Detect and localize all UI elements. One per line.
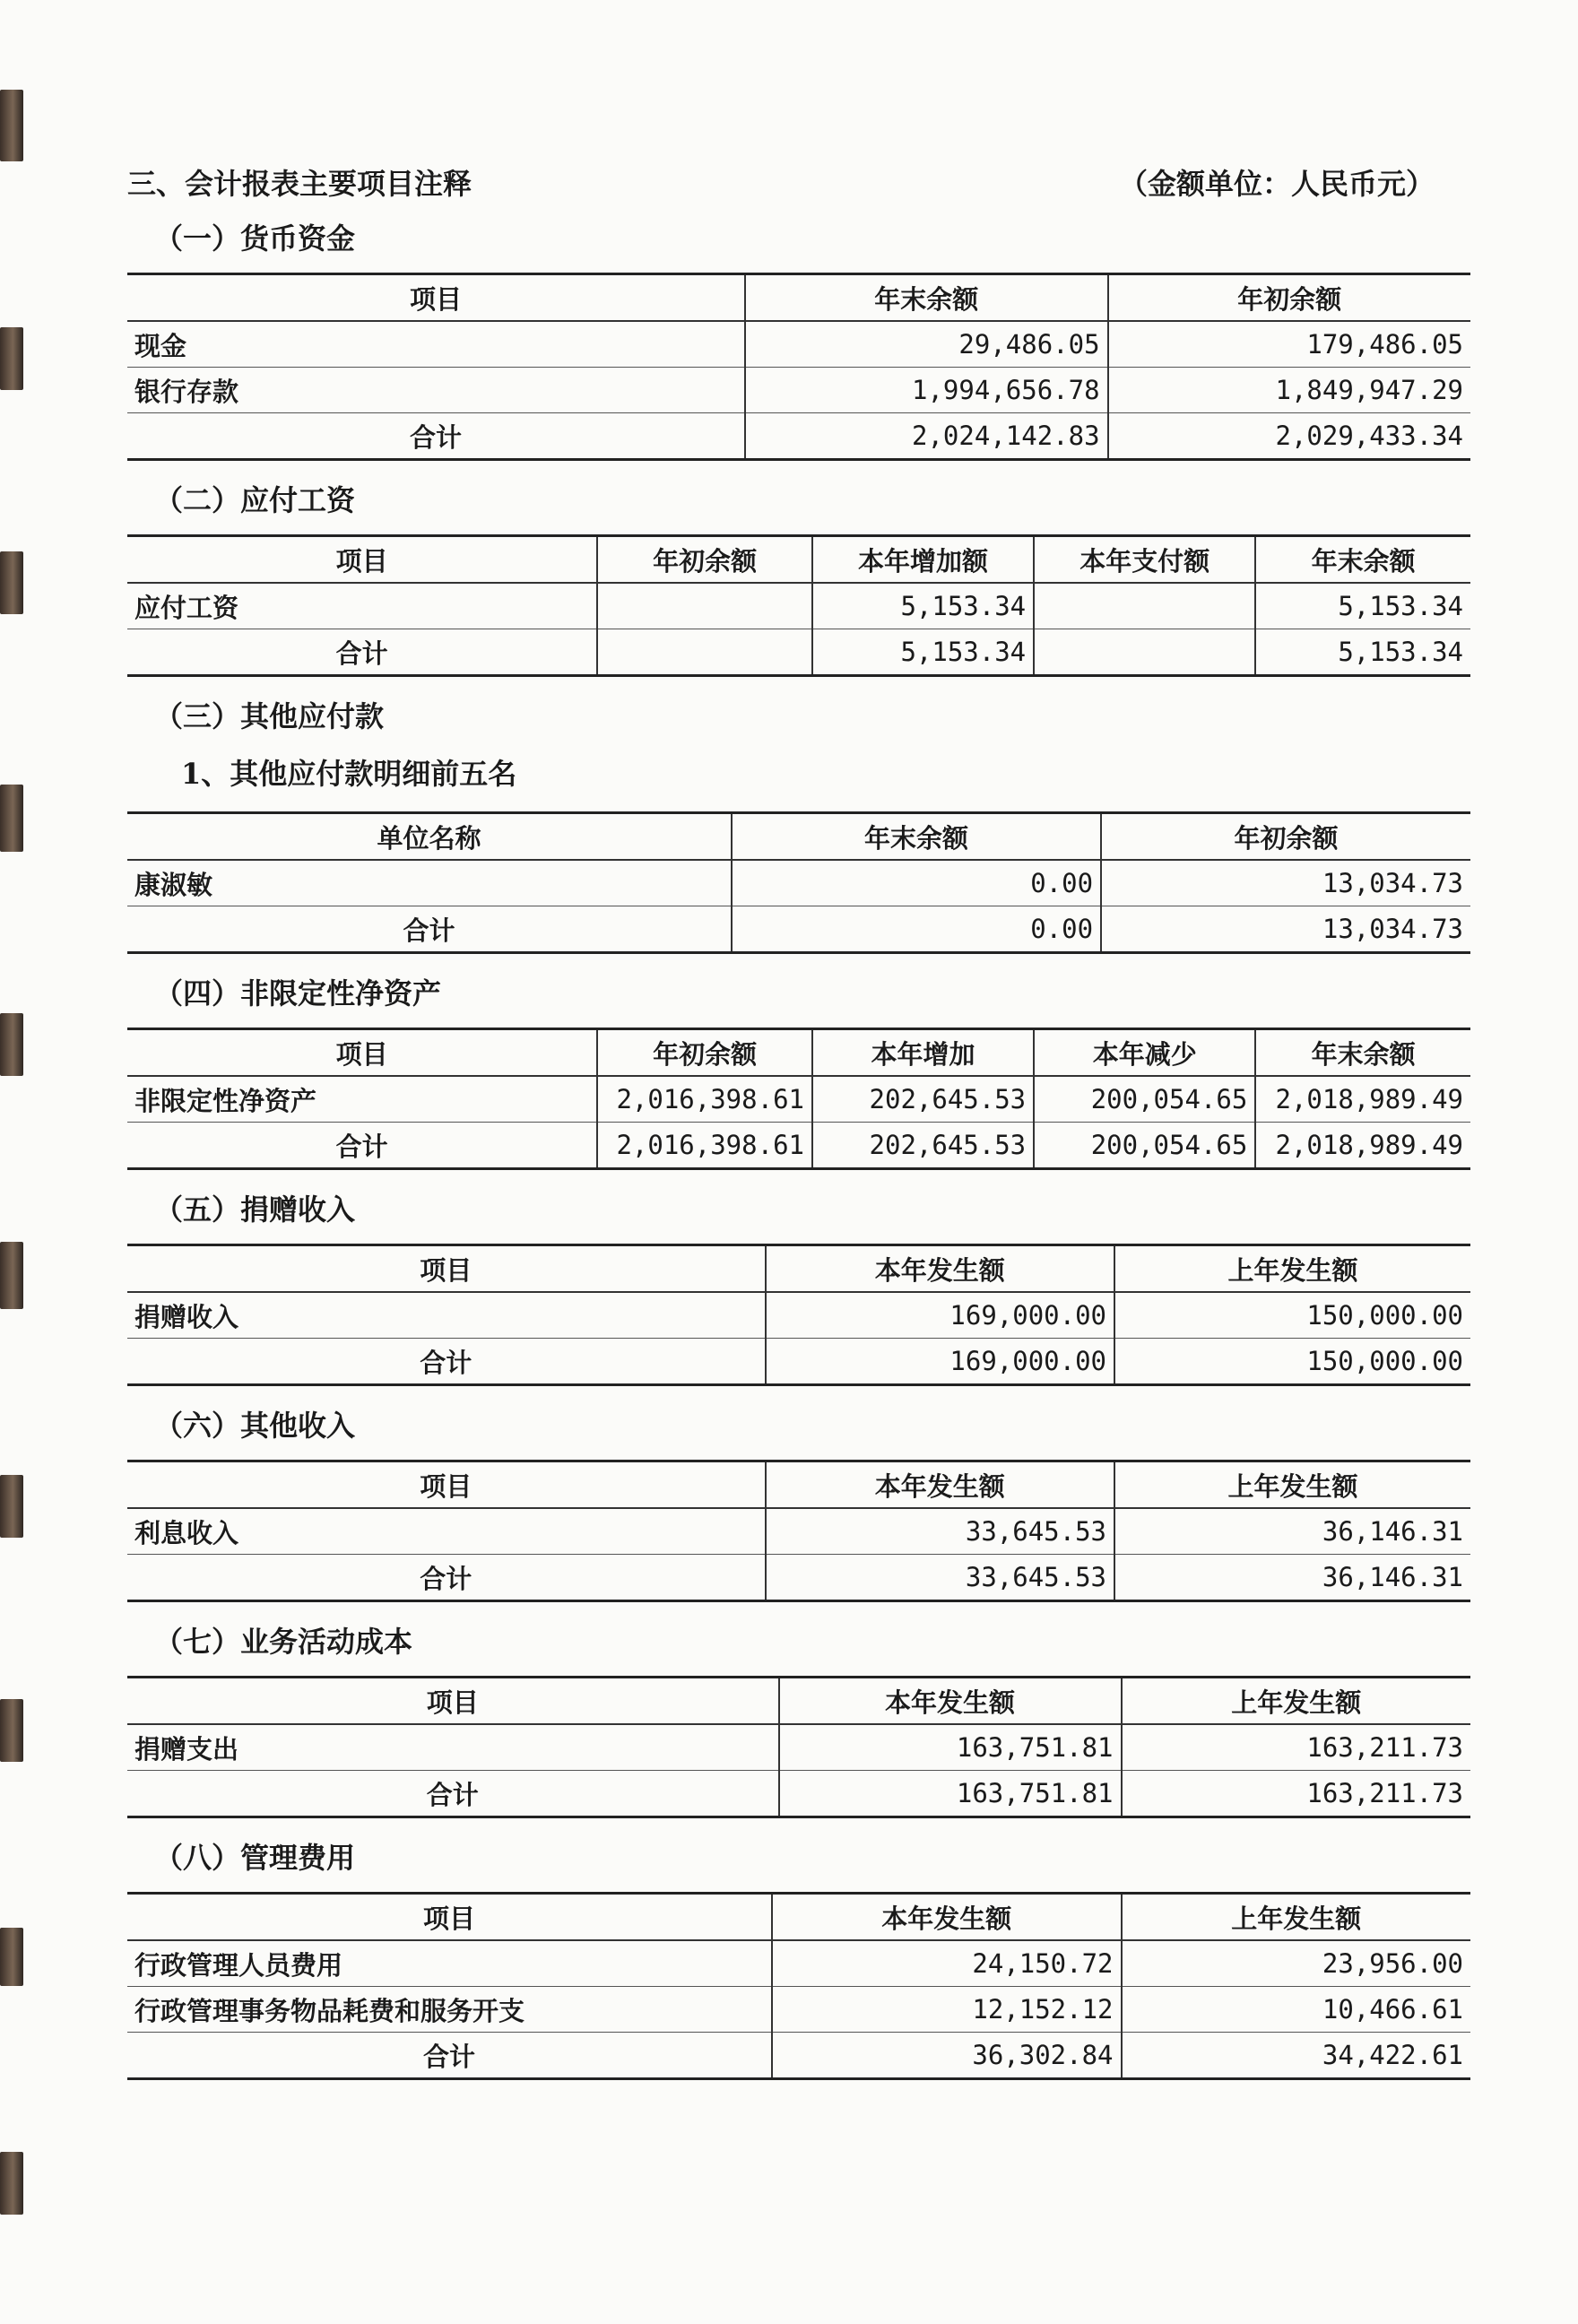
column-header: 上年发生额 xyxy=(1114,1245,1470,1293)
binding-mark xyxy=(0,1475,23,1538)
table-header-row xyxy=(127,1461,1470,1509)
row-label: 行政管理事务物品耗费和服务开支 xyxy=(127,1987,772,2033)
row-label: 银行存款 xyxy=(127,368,745,413)
column-header: 年末余额 xyxy=(1255,1029,1470,1077)
amount-cell: 5,153.34 xyxy=(812,629,1034,676)
total-label: 合计 xyxy=(410,421,463,453)
amount-cell xyxy=(597,629,812,676)
amount-cell: 150,000.00 xyxy=(1114,1292,1470,1339)
total-label: 合计 xyxy=(426,1779,479,1810)
amount-cell: 1,994,656.78 xyxy=(745,368,1107,413)
amount-cell: 200,054.65 xyxy=(1034,1123,1255,1169)
donation-income-table xyxy=(127,1244,1470,1386)
column-header: 年末余额 xyxy=(732,813,1101,861)
column-header: 上年发生额 xyxy=(1114,1461,1470,1509)
section-title: （一）货币资金 xyxy=(154,221,356,256)
table-row xyxy=(127,1292,1470,1339)
column-header: 年初余额 xyxy=(597,536,812,584)
column-header: 项目 xyxy=(127,1245,766,1293)
amount-cell xyxy=(1034,629,1255,676)
binding-mark xyxy=(0,1013,23,1076)
amount-cell xyxy=(1034,583,1255,629)
table-row xyxy=(127,368,1470,413)
table-row xyxy=(127,583,1470,629)
amount-cell: 13,034.73 xyxy=(1101,860,1470,906)
column-header: 本年发生额 xyxy=(772,1894,1121,1941)
amount-cell xyxy=(597,583,812,629)
amount-cell: 5,153.34 xyxy=(1255,583,1470,629)
table-header-row xyxy=(127,1678,1470,1725)
amount-cell: 2,016,398.61 xyxy=(597,1076,812,1123)
row-label: 利息收入 xyxy=(127,1508,766,1555)
column-header: 本年发生额 xyxy=(766,1245,1114,1293)
row-label: 捐赠支出 xyxy=(127,1724,779,1771)
column-header: 年初余额 xyxy=(1101,813,1470,861)
total-row xyxy=(127,413,1470,460)
table-row xyxy=(127,1724,1470,1771)
total-row xyxy=(127,1771,1470,1817)
total-label: 合计 xyxy=(420,1347,473,1378)
section-title: （五）捐赠收入 xyxy=(154,1192,356,1227)
amount-cell: 2,018,989.49 xyxy=(1255,1076,1470,1123)
amount-cell: 169,000.00 xyxy=(766,1339,1114,1385)
amount-cell: 10,466.61 xyxy=(1122,1987,1471,2033)
table-row xyxy=(127,1987,1470,2033)
table-header-row xyxy=(127,536,1470,584)
column-header: 项目 xyxy=(127,1029,597,1077)
table-row xyxy=(127,1508,1470,1555)
column-header: 本年发生额 xyxy=(779,1678,1122,1725)
table-row xyxy=(127,321,1470,368)
row-label: 应付工资 xyxy=(127,583,597,629)
amount-cell: 2,018,989.49 xyxy=(1255,1123,1470,1169)
total-row xyxy=(127,1123,1470,1169)
binding-mark xyxy=(0,1242,23,1309)
amount-cell: 2,024,142.83 xyxy=(745,413,1107,460)
table-row xyxy=(127,1940,1470,1987)
column-header: 本年减少 xyxy=(1034,1029,1255,1077)
total-label: 合计 xyxy=(335,637,388,669)
amount-cell: 24,150.72 xyxy=(772,1940,1121,1987)
amount-cell: 2,016,398.61 xyxy=(597,1123,812,1169)
amount-cell: 202,645.53 xyxy=(812,1123,1034,1169)
row-label: 康淑敏 xyxy=(127,860,732,906)
row-label: 捐赠收入 xyxy=(127,1292,766,1339)
report-header xyxy=(127,161,1470,212)
amount-cell: 36,302.84 xyxy=(772,2033,1121,2079)
total-row xyxy=(127,2033,1470,2079)
binding-mark xyxy=(0,1928,23,1986)
column-header: 年末余额 xyxy=(1255,536,1470,584)
column-header: 上年发生额 xyxy=(1122,1894,1471,1941)
binding-mark xyxy=(0,2152,23,2215)
amount-cell: 0.00 xyxy=(732,906,1101,953)
amount-cell: 33,645.53 xyxy=(766,1508,1114,1555)
column-header: 年初余额 xyxy=(597,1029,812,1077)
row-label: 现金 xyxy=(127,321,745,368)
amount-cell: 163,751.81 xyxy=(779,1771,1122,1817)
amount-cell: 13,034.73 xyxy=(1101,906,1470,953)
wages-payable-table xyxy=(127,534,1470,677)
total-label: 合计 xyxy=(335,1131,388,1162)
total-label: 合计 xyxy=(423,2041,476,2072)
table-row xyxy=(127,860,1470,906)
total-row xyxy=(127,1555,1470,1601)
column-header: 年末余额 xyxy=(745,274,1107,322)
section-title: （七）业务活动成本 xyxy=(154,1625,413,1659)
table-header-row xyxy=(127,1245,1470,1293)
section-title: （八）管理费用 xyxy=(154,1841,356,1875)
other-income-table xyxy=(127,1460,1470,1602)
section-title: （二）应付工资 xyxy=(154,483,356,517)
amount-cell: 23,956.00 xyxy=(1122,1940,1471,1987)
amount-cell: 179,486.05 xyxy=(1108,321,1470,368)
total-row xyxy=(127,906,1470,953)
cash-table xyxy=(127,273,1470,461)
total-label: 合计 xyxy=(403,915,455,946)
row-label: 行政管理人员费用 xyxy=(127,1940,772,1987)
admin-expenses-table xyxy=(127,1892,1470,2080)
row-label: 非限定性净资产 xyxy=(127,1076,597,1123)
total-row xyxy=(127,629,1470,676)
binding-mark xyxy=(0,1699,23,1762)
binding-mark xyxy=(0,90,23,161)
section-title: （六）其他收入 xyxy=(154,1409,356,1443)
column-header: 本年发生额 xyxy=(766,1461,1114,1509)
table-header-row xyxy=(127,274,1470,322)
table-header-row xyxy=(127,1894,1470,1941)
column-header: 项目 xyxy=(127,1894,772,1941)
binding-mark xyxy=(0,551,23,614)
column-header: 本年增加额 xyxy=(812,536,1034,584)
table-header-row xyxy=(127,1029,1470,1077)
table-header-row xyxy=(127,813,1470,861)
section-title: （四）非限定性净资产 xyxy=(154,976,442,1010)
net-assets-table xyxy=(127,1028,1470,1170)
report-page xyxy=(127,161,1470,2093)
amount-cell: 29,486.05 xyxy=(745,321,1107,368)
amount-cell: 163,751.81 xyxy=(779,1724,1122,1771)
column-header: 单位名称 xyxy=(127,813,732,861)
total-label: 合计 xyxy=(420,1563,473,1594)
amount-cell: 0.00 xyxy=(732,860,1101,906)
amount-cell: 36,146.31 xyxy=(1114,1508,1470,1555)
amount-cell: 169,000.00 xyxy=(766,1292,1114,1339)
column-header: 上年发生额 xyxy=(1122,1678,1471,1725)
column-header: 项目 xyxy=(127,1461,766,1509)
amount-cell: 5,153.34 xyxy=(1255,629,1470,676)
amount-cell: 36,146.31 xyxy=(1114,1555,1470,1601)
amount-cell: 33,645.53 xyxy=(766,1555,1114,1601)
total-row xyxy=(127,1339,1470,1385)
column-header: 年初余额 xyxy=(1108,274,1470,322)
currency-unit: （金额单位：人民币元） xyxy=(1118,167,1435,201)
column-header: 本年支付额 xyxy=(1034,536,1255,584)
binding-mark xyxy=(0,327,23,390)
column-header: 项目 xyxy=(127,1678,779,1725)
table-row xyxy=(127,1076,1470,1123)
other-payables-table xyxy=(127,811,1470,954)
subsection-title: 1、其他应付款明细前五名 xyxy=(181,757,517,791)
column-header: 本年增加 xyxy=(812,1029,1034,1077)
column-header: 项目 xyxy=(127,536,597,584)
amount-cell: 5,153.34 xyxy=(812,583,1034,629)
binding-mark xyxy=(0,785,23,852)
amount-cell: 1,849,947.29 xyxy=(1108,368,1470,413)
amount-cell: 150,000.00 xyxy=(1114,1339,1470,1385)
amount-cell: 2,029,433.34 xyxy=(1108,413,1470,460)
activity-cost-table xyxy=(127,1676,1470,1818)
amount-cell: 163,211.73 xyxy=(1122,1724,1471,1771)
report-title: 三、会计报表主要项目注释 xyxy=(127,167,473,201)
amount-cell: 34,422.61 xyxy=(1122,2033,1471,2079)
amount-cell: 202,645.53 xyxy=(812,1076,1034,1123)
section-title: （三）其他应付款 xyxy=(154,699,385,733)
amount-cell: 12,152.12 xyxy=(772,1987,1121,2033)
amount-cell: 163,211.73 xyxy=(1122,1771,1471,1817)
amount-cell: 200,054.65 xyxy=(1034,1076,1255,1123)
column-header: 项目 xyxy=(127,274,745,322)
